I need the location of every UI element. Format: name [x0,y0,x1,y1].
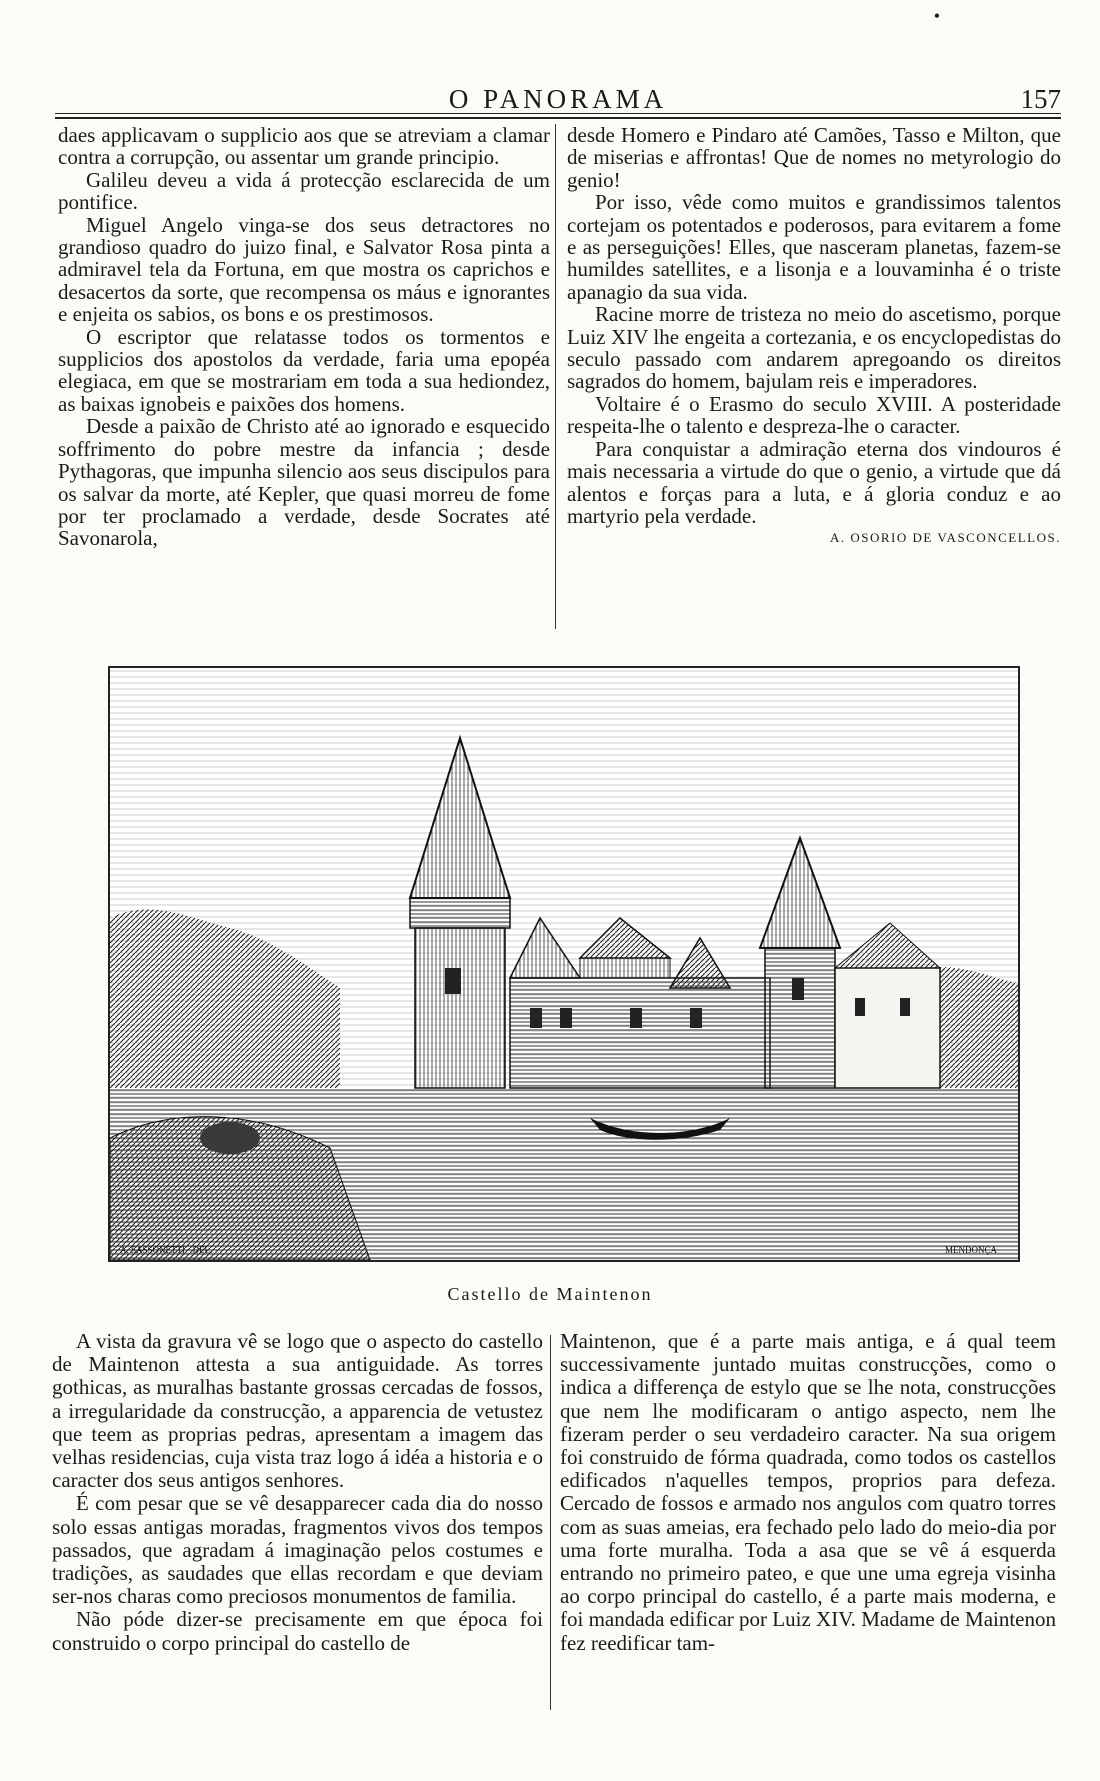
cattle [200,1122,260,1154]
paragraph: Maintenon, que é a parte mais antiga, e á qual teem successivamente juntado muitas construcções, como o indica a differença de estylo que se lhe nota, construcções que nem lhe modificaram o antigo aspecto, nem lhe fizeram perder o seu verdadeiro caracter. Na sua origem foi construido de fórma quadrada, como todos os castellos edificados n'aquelles tempos, proprios para defeza. Cercado de fossos e armado nos angulos com quatro torres com as suas ameias, era fechado pelo lado do meio-dia por uma forte muralha. Toda a asa que se vê á esquerda entrando no primeiro pateo, e que une uma egreja visinha ao corpo principal do castello, é a parte mais moderna, e foi mandada edificar por Luiz XIV. Madame de Maintenon fez reedificar tam- [560,1329,1056,1655]
column-divider [555,124,556,629]
paragraph: Não póde dizer-se precisamente em que época foi construido o corpo principal do castello de [52,1607,543,1655]
header-rule-thick [55,117,1061,119]
paragraph: desde Homero e Pindaro até Camões, Tasso e Milton, que de miserias e affrontas! Que de nomes no metyrologio do genio! [567,123,1061,192]
top-left-column [58,124,550,550]
header-rule [55,113,1061,114]
castle-illustration [110,668,1018,1260]
bottom-right-column [560,1330,1056,1655]
paragraph: Miguel Angelo vinga-se dos seus detractores no grandioso quadro do juizo final, e Salvator Rosa pinta a admiravel tela da Fortuna, em que mostra os caprichos e desacertos da sorte, que recompensa os máus e ignorantes e enjeita os sabios, os bons e os prestimosos. [58,212,550,327]
paragraph: O escriptor que relatasse todos os tormentos e supplicios dos apostolos da verdade, faria uma epopéa elegiaca, em que se mostrariam em toda a sua hediondez, as baixas ignobeis e paixões dos homens. [58,324,550,416]
paragraph: Racine morre de tristeza no meio do ascetismo, porque Luiz XIV lhe engeita a cortezania, e os encyclopedistas do seculo passado com andarem apregoando os direitos sagrados do homem, bajulam reis e imperadores. [567,302,1061,394]
paragraph: daes applicavam o supplicio aos que se atreviam a clamar contra a corrupção, ou assentar um grande principio. [58,123,550,170]
trees-right [930,967,1018,1088]
paragraph: Desde a paixão de Christo até ao ignorado e esquecido soffrimento do pobre mestre da infancia ; desde Pythagoras, que impunha silencio aos seus discipulos para os salvar da morte, até Kepler, que quasi morreu de fome por ter proclamado a verdade, desde Socrates até Savonarola, [58,414,550,551]
paragraph: A vista da gravura vê se logo que o aspecto do castello de Maintenon attesta a sua antiguidade. As torres gothicas, as muralhas bastante grossas cercadas de fossos, a irregularidade da construcção, a apparencia de vetustez que teem as proprias pedras, apresentam a imagem das velhas residencias, cuja vista traz logo á idéa a historia e o caracter dos seus antigos senhores. [52,1329,543,1493]
bottom-left-column [52,1330,543,1655]
paragraph: Por isso, vêde como muitos e grandissimos talentos cortejam os potentados e poderosos, para evitarem a fome e as perseguições! Elles, que nasceram planetas, fazem-se humildes satellites, e a lisonja e a louvaminha é o triste apanagio da sua vida. [567,190,1061,304]
top-right-column [567,124,1061,550]
illustration-caption: Castello de Maintenon [447,1284,653,1304]
author-signature: A. OSORIO DE VASCONCELLOS. [829,530,1061,546]
paragraph: É com pesar que se vê desapparecer cada dia do nosso solo essas antigas moradas, fragmentos vivos dos tempos passados, que agradam á imaginação pelos costumes e tradições, as saudades que ellas recordam e que deviam ser-nos charas como preciosos monumentos de familia. [52,1491,543,1609]
paragraph: Galileu deveu a vida á protecção esclarecida de um pontifice. [58,167,550,215]
castle-engraving [108,666,1020,1262]
page-header [55,84,1061,114]
paragraph: Voltaire é o Erasmo do seculo XVIII. A posteridade respeita-lhe o talento e despreza-lhe o caracter. [567,391,1061,439]
engraver-signature: MENDONÇA [945,1245,998,1255]
corner-mark: • [933,6,940,26]
page-number: 157 [1020,84,1061,114]
artist-signature: A. SASSONETTI · DEL. [120,1245,213,1255]
column-divider [550,1335,551,1710]
paragraph: Para conquistar a admiração eterna dos vindouros é mais necessaria a virtude do que o genio, a virtude que dá alentos e forças para a luta, e á gloria conduz e ao martyrio pela verdade. [567,436,1061,528]
journal-title: O PANORAMA [448,84,668,114]
